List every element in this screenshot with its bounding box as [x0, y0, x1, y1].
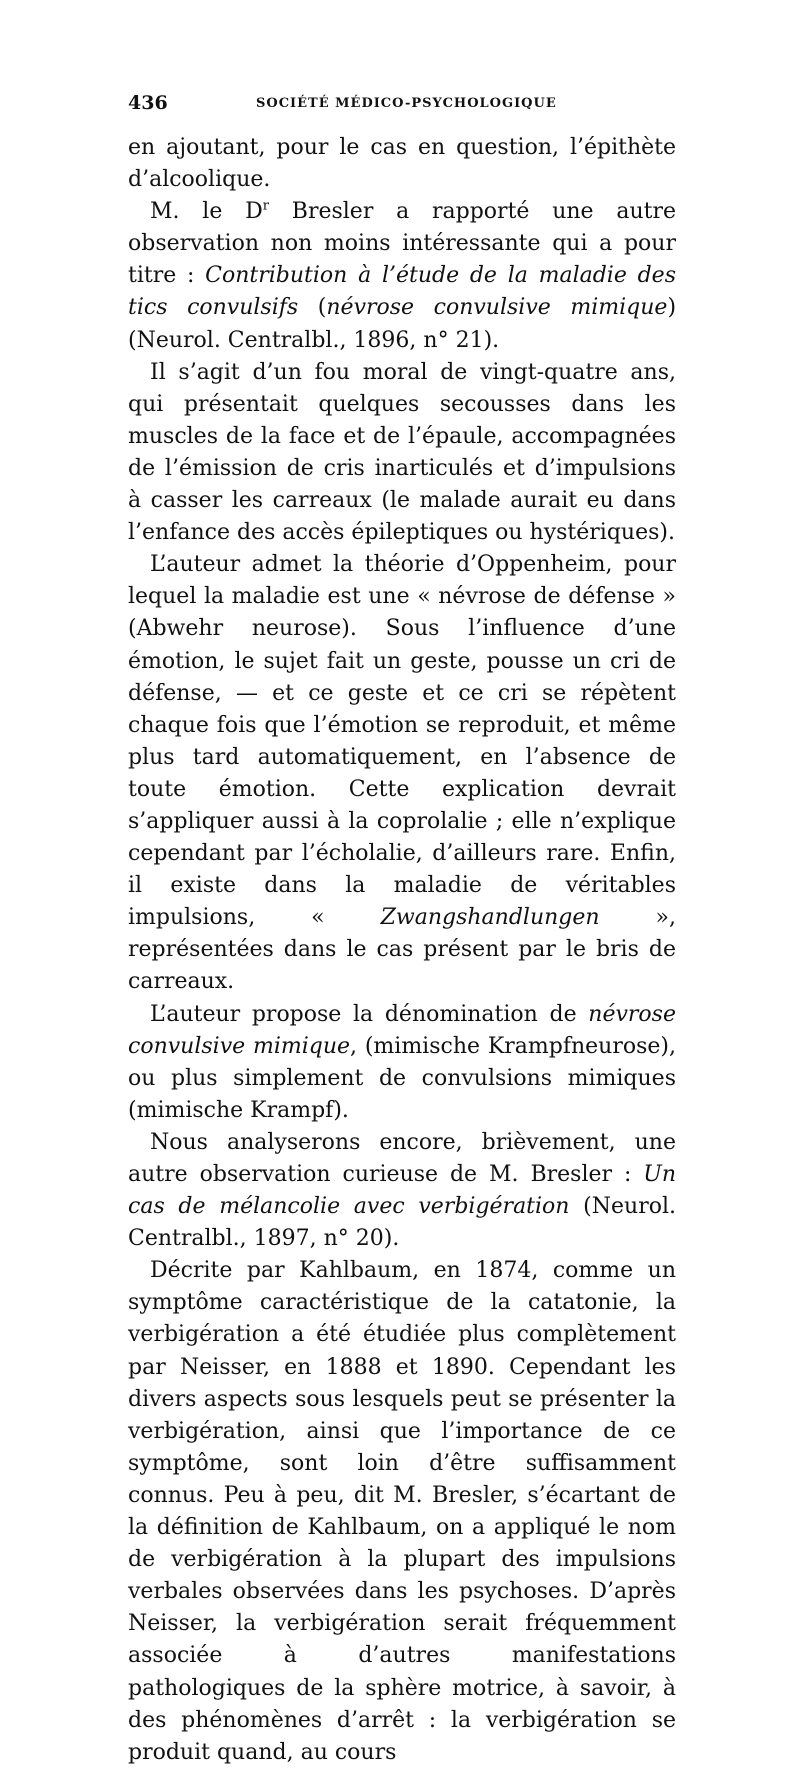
- paragraph: [128, 357, 676, 550]
- paragraph-text: L’auteur propose la dénomination de: [150, 1001, 589, 1027]
- italic-term: névrose convulsive mimique: [128, 1001, 676, 1059]
- paragraph: [128, 132, 676, 196]
- paragraph-text: Bresler a rapporté une autre observation non moins intéressante qui a pour titre :: [128, 199, 677, 289]
- italic-term: Zwangshandlungen: [380, 905, 600, 931]
- paragraph-text: M. le D: [150, 199, 263, 225]
- paragraph-text: Décrite par Kahlbaum, en 1874, comme un symptôme caractéristique de la catatonie, la verbigération a été étudiée plus complètement par Neisser, en 1888 et 1890. Cependant les divers aspects sous lesquels peut se présenter la verbigération, ainsi que l’importance de ce symptôme, sont loin d’être suffisamment connus. Peu à peu, dit M. Bresler, s’écartant de la définition de Kahlbaum, on a appliqué le nom de verbigération à la plupart des impulsions verbales observées dans les psychoses. D’après Neisser, la verbigération serait fréquemment associée à d’autres manifestations pathologiques de la sphère motrice, à savoir, à des phénomènes d’arrêt : la verbigération se produit quand, au cours: [128, 1258, 676, 1765]
- running-head: SOCIÉTÉ MÉDICO-PSYCHOLOGIQUE: [256, 96, 557, 111]
- body-text: [128, 132, 676, 1769]
- paragraph: [128, 196, 676, 356]
- paragraph-text: L’auteur admet la théorie d’Oppenheim, pour lequel la maladie est une « névrose de défense » (Abwehr neurose). Sous l’influence d’une émotion, le sujet fait un geste, pousse un cri de défense, — et ce geste et ce cri se répètent chaque fois que l’émotion se reproduit, et même plus tard automatiquement, en l’absence de toute émotion. Cette explication devrait s’appliquer aussi à la coprolalie ; elle n’explique cependant par l’écholalie, d’ailleurs rare. Enfin, il existe dans la maladie de véritables impulsions, «: [128, 552, 676, 931]
- paragraph: [128, 549, 676, 998]
- paragraph-text: », représentées dans le cas présent par le bris de carreaux.: [128, 905, 676, 995]
- italic-title: Un cas de mélancolie avec verbigération: [128, 1162, 676, 1220]
- paragraph-text: ) (Neurol. Centralbl., 1896, n° 21).: [128, 295, 677, 353]
- book-page: [128, 92, 676, 1769]
- paragraph-text: (: [298, 295, 327, 321]
- paragraph-text: en ajoutant, pour le cas en question, l’épithète d’alcoolique.: [128, 135, 676, 193]
- paragraph-text: , (mimische Krampfneurose), ou plus simplement de convulsions mimiques (mimische Krampf).: [128, 1033, 676, 1123]
- paragraph: [128, 1127, 676, 1255]
- paragraph-text: Nous analyserons encore, brièvement, une autre observation curieuse de M. Bresler :: [128, 1129, 676, 1187]
- superscript: r: [262, 198, 269, 214]
- paragraph-text: Il s’agit d’un fou moral de vingt-quatre ans, qui présentait quelques secousses dans les muscles de la face et de l’épaule, accompagnées de l’émission de cris inarticulés et d’impulsions à casser les carreaux (le malade aurait eu dans l’enfance des accès épileptiques ou hystériques).: [128, 359, 676, 546]
- paragraph-text: (Neurol. Centralbl., 1897, n° 20).: [128, 1194, 676, 1252]
- paragraph: [128, 1255, 676, 1769]
- paragraph: [128, 999, 676, 1127]
- page-header: [128, 92, 676, 122]
- italic-title: Contribution à l’étude de la maladie des tics convulsifs: [128, 263, 676, 321]
- italic-term: névrose convulsive mimique: [326, 295, 668, 321]
- page-number: 436: [128, 92, 168, 114]
